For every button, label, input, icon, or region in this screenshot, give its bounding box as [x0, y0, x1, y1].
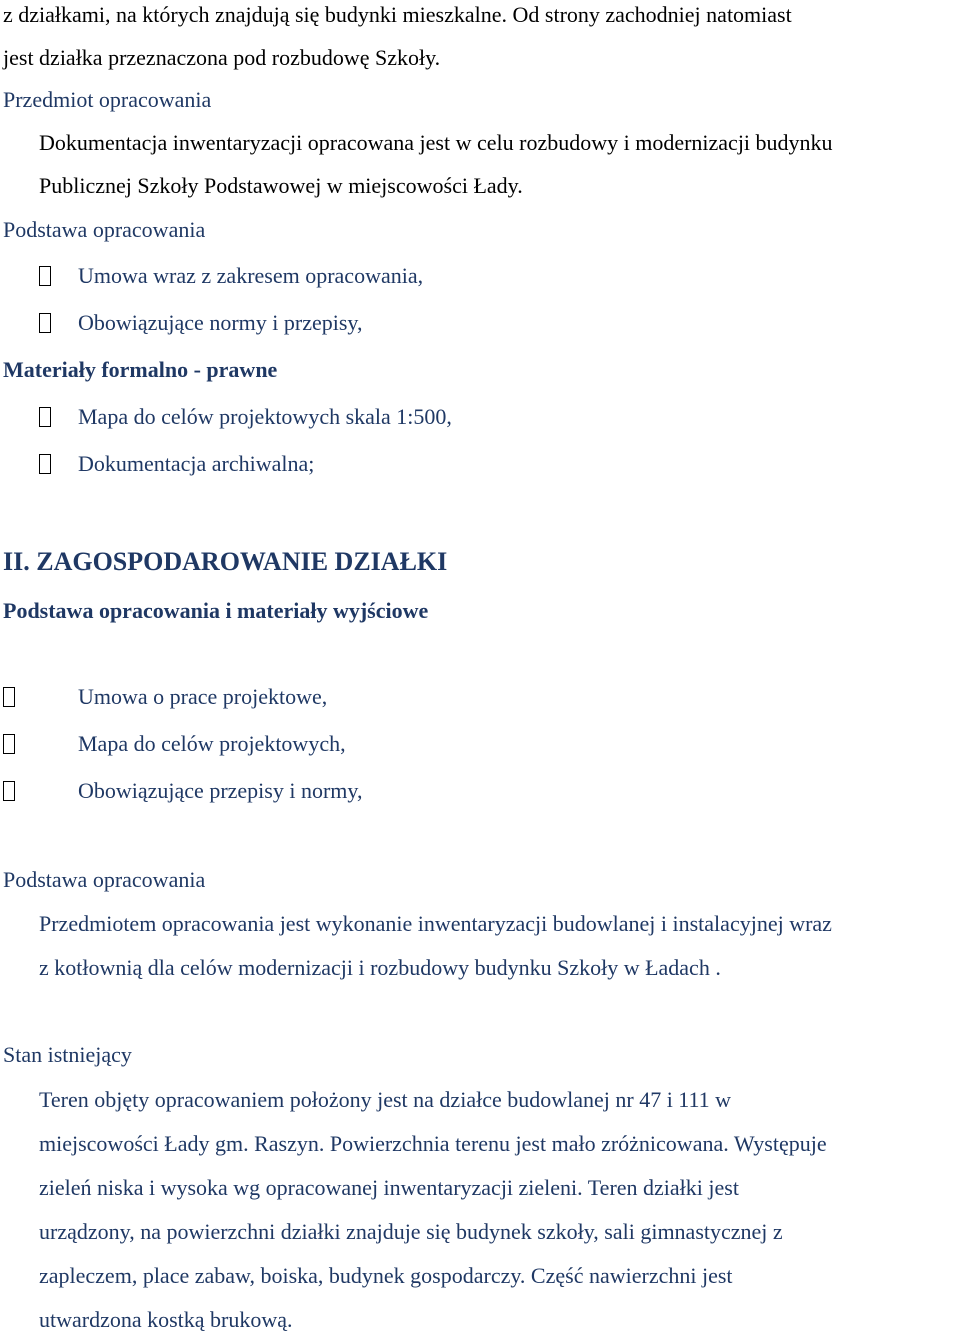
- bullet-text: Dokumentacja archiwalna;: [78, 451, 315, 476]
- section-heading-przedmiot: Przedmiot opracowania: [3, 87, 212, 112]
- paragraph-line: jest działka przeznaczona pod rozbudowę Szkoły.: [3, 45, 441, 70]
- section-title-ii: II. ZAGOSPODAROWANIE DZIAŁKI: [3, 547, 448, 576]
- paragraph-line: z kotłownią dla celów modernizacji i rozbudowy budynku Szkoły w Ładach .: [39, 955, 721, 980]
- paragraph-line: z działkami, na których znajdują się budynki mieszkalne. Od strony zachodniej natomiast: [3, 2, 792, 27]
- bullet-text: Mapa do celów projektowych skala 1:500,: [78, 404, 452, 429]
- paragraph-line: Publicznej Szkoły Podstawowej w miejscowości Łady.: [39, 173, 523, 198]
- paragraph-line: Teren objęty opracowaniem położony jest na działce budowlanej nr 47 i 111 w: [39, 1087, 732, 1112]
- bullet-icon: [3, 687, 15, 707]
- bullet-text: Umowa wraz z zakresem opracowania,: [78, 263, 424, 288]
- bullet-text: Umowa o prace projektowe,: [78, 684, 328, 709]
- paragraph-line: zieleń niska i wysoka wg opracowanej inwentaryzacji zieleni. Teren działki jest: [39, 1175, 739, 1200]
- bullet-icon: [39, 407, 51, 427]
- paragraph-line: zapleczem, place zabaw, boiska, budynek gospodarczy. Część nawierzchni jest: [39, 1263, 733, 1288]
- bullet-text: Mapa do celów projektowych,: [78, 731, 346, 756]
- section-heading-podstawa-2: Podstawa opracowania: [3, 867, 206, 892]
- bullet-text: Obowiązujące przepisy i normy,: [78, 778, 363, 803]
- section-heading-materialy: Materiały formalno - prawne: [3, 357, 278, 382]
- bullet-icon: [3, 734, 15, 754]
- paragraph-line: Dokumentacja inwentaryzacji opracowana jest w celu rozbudowy i modernizacji budynku: [39, 130, 833, 155]
- bullet-text: Obowiązujące normy i przepisy,: [78, 310, 363, 335]
- section-heading-stan: Stan istniejący: [3, 1042, 132, 1067]
- paragraph-line: urządzony, na powierzchni działki znajduje się budynek szkoły, sali gimnastycznej z: [39, 1219, 783, 1244]
- bullet-icon: [39, 454, 51, 474]
- paragraph-line: utwardzona kostką brukową.: [39, 1307, 293, 1332]
- paragraph-line: miejscowości Łady gm. Raszyn. Powierzchnia terenu jest mało zróżnicowana. Występuje: [39, 1131, 827, 1156]
- bullet-icon: [39, 313, 51, 333]
- bullet-icon: [39, 266, 51, 286]
- section-heading-materialy-wyjsciowe: Podstawa opracowania i materiały wyjściowe: [3, 598, 429, 623]
- section-heading-podstawa: Podstawa opracowania: [3, 217, 206, 242]
- bullet-icon: [3, 781, 15, 801]
- paragraph-line: Przedmiotem opracowania jest wykonanie inwentaryzacji budowlanej i instalacyjnej wraz: [39, 911, 832, 936]
